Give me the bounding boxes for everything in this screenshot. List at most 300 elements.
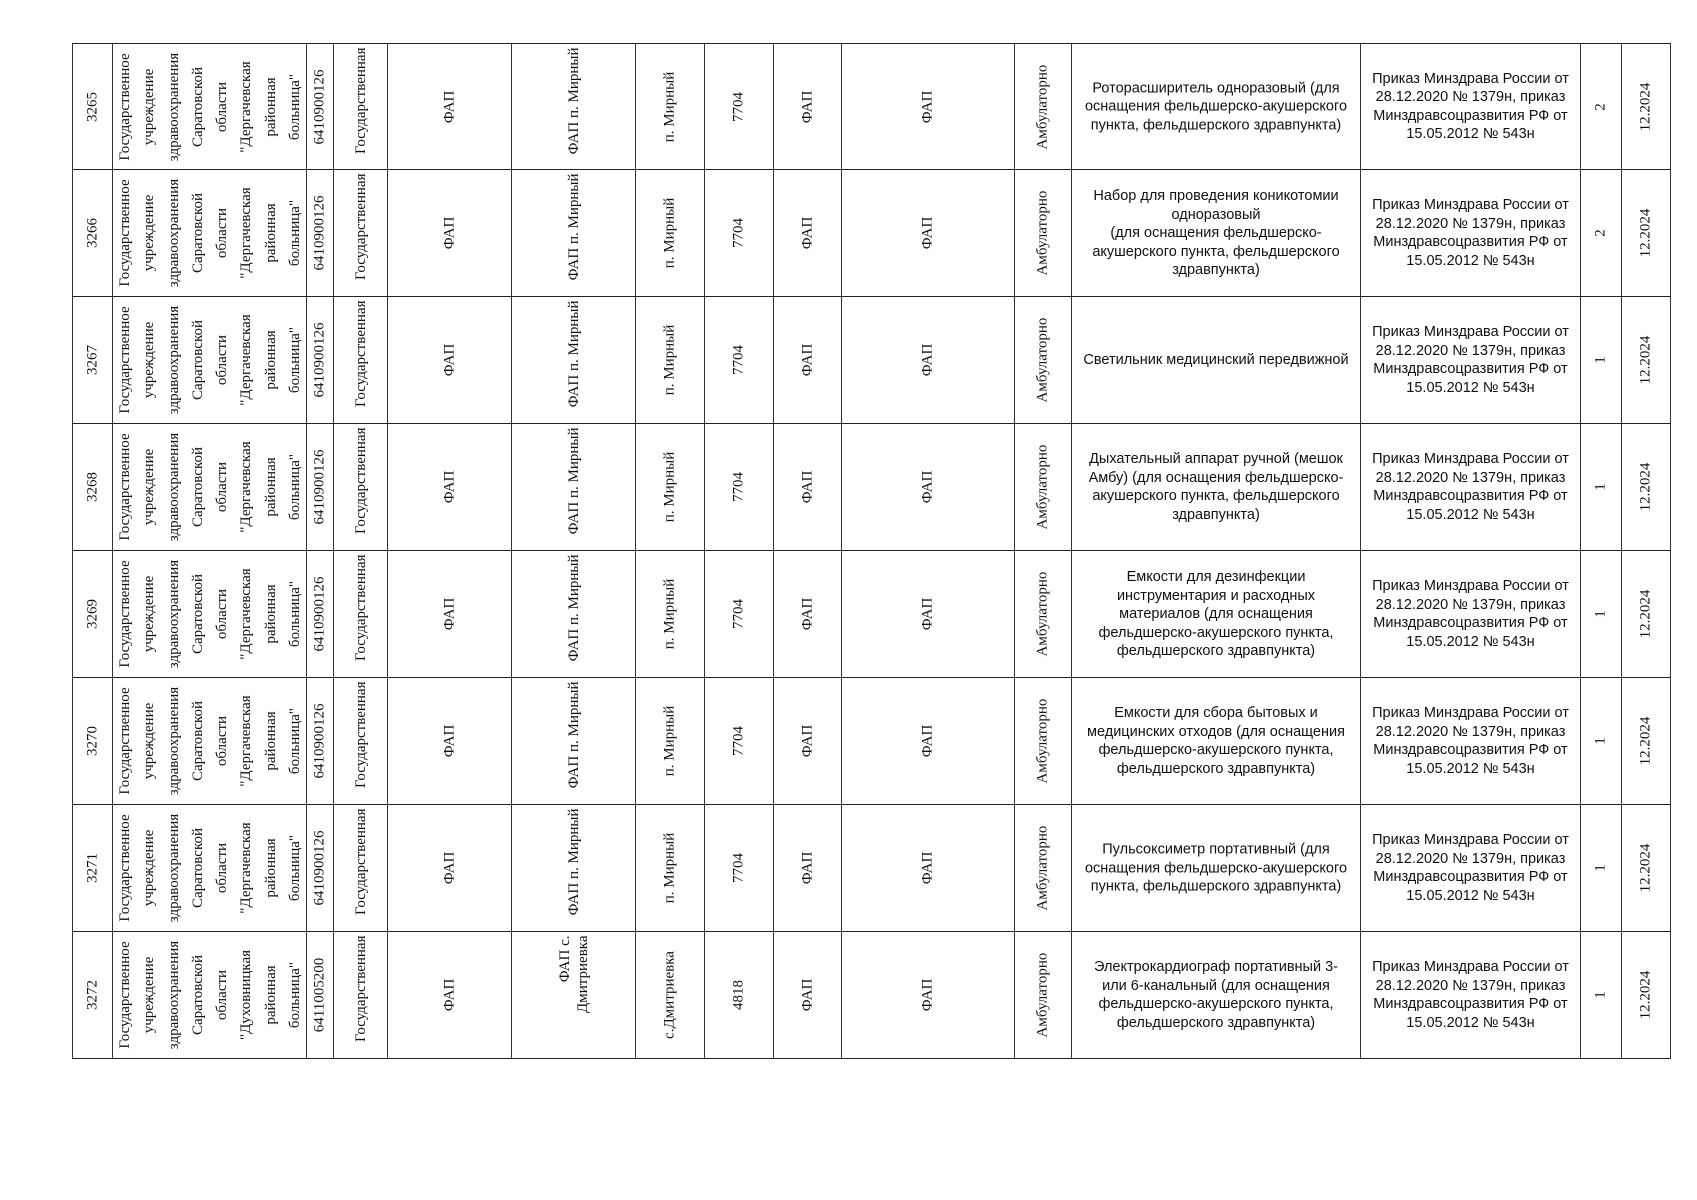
unit-type: ФАП [441, 470, 457, 504]
organization-name-line: Саратовской [189, 955, 206, 1035]
unit-name-cell [511, 424, 635, 550]
delivery-period-cell [1621, 424, 1671, 550]
quantity-cell [1580, 44, 1621, 169]
unit-name: ФАП с. Дмитриевка [556, 935, 591, 1013]
legal-basis-line: Приказ Минздрава России от [1372, 832, 1569, 848]
delivery-period: 12.2024 [1637, 970, 1654, 1020]
ownership-type-cell [333, 170, 387, 296]
legal-basis-line: Приказ Минздрава России от [1372, 197, 1569, 213]
care-form-cell [1014, 805, 1071, 931]
equipment-name-line: (для оснащения фельдшерско- [1110, 224, 1322, 241]
locality-cell [635, 44, 704, 169]
organization-name-line: области [213, 461, 230, 513]
delivery-period-cell [1621, 170, 1671, 296]
ownership-type: Государственная [352, 554, 369, 662]
care-form: Амбулаторно [1034, 825, 1051, 911]
legal-basis-line: 28.12.2020 № 1379н, приказ [1375, 469, 1566, 486]
settlement-code-cell [704, 805, 773, 931]
equipment-name-line: Набор для проведения коникотомии [1093, 187, 1339, 204]
inn-code: 6410900126 [311, 830, 328, 906]
organization-name [113, 679, 307, 804]
ownership-type-cell [333, 424, 387, 550]
settlement-code-cell [704, 932, 773, 1058]
legal-basis-line: Минздравсоцразвития РФ от [1373, 869, 1568, 885]
quantity-cell [1580, 678, 1621, 804]
legal-basis [1367, 577, 1574, 651]
ownership-type: Государственная [352, 681, 369, 789]
care-form-cell [1014, 551, 1071, 677]
organization-name-line: здравоохранения [165, 52, 181, 161]
unit-name: ФАП п. Мирный [565, 173, 582, 281]
unit-name: ФАП п. Мирный [565, 47, 582, 154]
organization-name [113, 552, 307, 677]
organization-name-line: учреждение [140, 956, 157, 1034]
legal-basis-line: 15.05.2012 № 543н [1406, 633, 1535, 650]
locality: с.Дмитриевка [661, 951, 678, 1039]
equipment-name-line: одноразовый [1171, 206, 1261, 223]
organization-name-line: Саратовской [189, 574, 206, 654]
quantity-cell [1580, 170, 1621, 296]
legal-basis [1367, 196, 1574, 270]
table-row [72, 424, 1671, 551]
profile-primary-cell [773, 551, 841, 677]
equipment-name-cell [1071, 170, 1360, 296]
document-table [72, 43, 1671, 1060]
legal-basis-cell [1360, 170, 1580, 296]
delivery-period: 12.2024 [1637, 82, 1654, 131]
care-form: Амбулаторно [1034, 952, 1051, 1038]
ownership-type: Государственная [352, 808, 369, 916]
legal-basis-line: 28.12.2020 № 1379н, приказ [1375, 89, 1566, 105]
legal-basis-cell [1360, 932, 1580, 1058]
equipment-name-line: пункта, фельдшерского здравпункта) [1090, 878, 1342, 895]
organization-name-cell [112, 170, 306, 296]
table-row [72, 297, 1671, 424]
equipment-name-line: Емкости для сбора бытовых и [1114, 705, 1318, 721]
quantity: 1 [1592, 610, 1609, 618]
legal-basis-line: 15.05.2012 № 543н [1406, 887, 1535, 904]
profile-primary-cell [773, 44, 841, 169]
table-row [72, 678, 1671, 805]
profile-primary: ФАП [799, 978, 815, 1012]
profile-secondary-cell [841, 678, 1014, 804]
inn-code-cell [306, 297, 333, 423]
legal-basis-cell [1360, 424, 1580, 550]
organization-name-line: "Дергачевская [237, 441, 254, 533]
organization-name-cell [112, 424, 306, 550]
quantity: 1 [1592, 991, 1609, 999]
equipment-name-line: Электрокардиограф портативный 3- [1094, 959, 1338, 975]
organization-name-line: Саратовской [189, 447, 206, 527]
equipment-name-line: Светильник медицинский передвижной [1083, 351, 1349, 368]
organization-name-line: "Дергачевская [237, 695, 254, 787]
unit-name-cell [511, 551, 635, 677]
care-form-cell [1014, 932, 1071, 1058]
profile-primary-cell [773, 170, 841, 296]
equipment-name-line: материалов (для оснащения [1119, 605, 1313, 622]
row-number-cell [72, 932, 112, 1058]
table-row [72, 932, 1671, 1059]
organization-name-line: Государственное [116, 52, 133, 161]
quantity-cell [1580, 805, 1621, 931]
legal-basis-line: 28.12.2020 № 1379н, приказ [1375, 850, 1566, 867]
organization-name [113, 425, 307, 550]
unit-type: ФАП [441, 978, 457, 1012]
row-number-cell [72, 424, 112, 550]
organization-name-line: районная [262, 965, 278, 1025]
equipment-name-line: фельдшерско-акушерского пункта, [1098, 742, 1334, 758]
quantity: 1 [1592, 737, 1609, 745]
row-number-cell [72, 297, 112, 423]
care-form-cell [1014, 170, 1071, 296]
equipment-name-line: фельдшерско-акушерского пункта, [1098, 624, 1334, 641]
organization-name-line: области [213, 715, 230, 767]
profile-primary: ФАП [799, 216, 815, 250]
organization-name-line: "Духовницкая [237, 949, 254, 1041]
row-number-cell [72, 805, 112, 931]
legal-basis-line: 15.05.2012 № 543н [1406, 252, 1535, 269]
legal-basis-cell [1360, 44, 1580, 169]
equipment-name-line: медицинских отходов (для оснащения [1087, 723, 1345, 740]
inn-code-cell [306, 932, 333, 1058]
row-number-cell [72, 678, 112, 804]
quantity: 1 [1592, 356, 1609, 364]
organization-name-line: здравоохранения [165, 559, 181, 669]
profile-secondary: ФАП [919, 343, 936, 377]
row-number: 3268 [84, 472, 100, 502]
organization-name-line: Государственное [116, 560, 133, 668]
locality: п. Мирный [661, 324, 678, 396]
organization-name-line: учреждение [140, 194, 157, 272]
delivery-period-cell [1621, 678, 1671, 804]
profile-primary-cell [773, 805, 841, 931]
equipment-name-cell [1071, 805, 1360, 931]
care-form: Амбулаторно [1034, 64, 1051, 149]
organization-name-line: области [213, 842, 230, 894]
inn-code-cell [306, 551, 333, 677]
inn-code: 6410900126 [311, 322, 328, 398]
organization-name-line: "Дергачевская [237, 314, 254, 406]
unit-name: ФАП п. Мирный [565, 427, 582, 535]
inn-code-cell [306, 424, 333, 550]
legal-basis-cell [1360, 805, 1580, 931]
unit-type-cell [387, 170, 511, 296]
equipment-name-line: или 6-канальный (для оснащения [1102, 977, 1330, 994]
legal-basis-line: Приказ Минздрава России от [1372, 578, 1569, 594]
organization-name-line: учреждение [140, 575, 157, 653]
ownership-type-cell [333, 932, 387, 1058]
legal-basis-line: Минздравсоцразвития РФ от [1373, 996, 1568, 1012]
equipment-name-line: фельдшерского здравпункта) [1116, 760, 1316, 777]
ownership-type-cell [333, 551, 387, 677]
profile-primary-cell [773, 932, 841, 1058]
organization-name-line: больница" [286, 707, 303, 775]
organization-name-line: здравоохранения [165, 813, 181, 923]
profile-secondary: ФАП [919, 470, 936, 504]
settlement-code: 7704 [730, 91, 747, 122]
care-form-cell [1014, 297, 1071, 423]
ownership-type: Государственная [352, 427, 369, 535]
organization-name-cell [112, 805, 306, 931]
locality: п. Мирный [661, 832, 678, 904]
profile-secondary-cell [841, 297, 1014, 423]
settlement-code: 7704 [730, 472, 747, 502]
settlement-code: 7704 [730, 599, 747, 629]
ownership-type-cell [333, 44, 387, 169]
ownership-type-cell [333, 297, 387, 423]
profile-primary: ФАП [799, 851, 815, 885]
quantity-cell [1580, 551, 1621, 677]
organization-name-cell [112, 551, 306, 677]
legal-basis-line: Минздравсоцразвития РФ от [1373, 107, 1568, 124]
profile-primary: ФАП [799, 724, 815, 758]
legal-basis [1367, 323, 1574, 397]
settlement-code-cell [704, 424, 773, 550]
delivery-period: 12.2024 [1637, 462, 1654, 512]
profile-primary-cell [773, 678, 841, 804]
profile-primary: ФАП [799, 470, 815, 504]
care-form: Амбулаторно [1034, 190, 1051, 276]
legal-basis-cell [1360, 551, 1580, 677]
unit-type-cell [387, 44, 511, 169]
care-form-cell [1014, 44, 1071, 169]
settlement-code: 7704 [730, 345, 747, 375]
equipment-name-line: фельдшерско-акушерского пункта, [1098, 996, 1334, 1012]
organization-name-line: Государственное [116, 179, 133, 287]
organization-name-line: Саратовской [189, 828, 206, 908]
ownership-type: Государственная [352, 173, 369, 281]
organization-name-line: учреждение [140, 68, 157, 145]
table-row [72, 43, 1671, 170]
equipment-name-line: Пульсоксиметр портативный (для [1102, 841, 1330, 858]
row-number-cell [72, 170, 112, 296]
organization-name-cell [112, 44, 306, 169]
organization-name-line: больница" [286, 199, 303, 267]
profile-secondary: ФАП [919, 597, 936, 631]
organization-name-line: учреждение [140, 448, 157, 526]
table-row [72, 551, 1671, 678]
unit-type-cell [387, 932, 511, 1058]
care-form-cell [1014, 424, 1071, 550]
ownership-type: Государственная [352, 300, 369, 408]
equipment-name [1078, 568, 1354, 661]
equipment-name-line: Роторасширитель одноразовый (для [1092, 79, 1340, 96]
equipment-name-cell [1071, 44, 1360, 169]
equipment-name-line: фельдшерского здравпункта) [1116, 642, 1316, 659]
profile-secondary: ФАП [919, 216, 936, 250]
organization-name-line: Саратовской [189, 320, 206, 400]
legal-basis-line: Приказ Минздрава России от [1372, 70, 1569, 87]
unit-name-cell [511, 678, 635, 804]
profile-secondary-cell [841, 932, 1014, 1058]
unit-type: ФАП [441, 724, 457, 758]
unit-name-cell [511, 805, 635, 931]
organization-name-line: Государственное [116, 433, 133, 541]
row-number: 3270 [84, 726, 100, 756]
profile-secondary: ФАП [919, 978, 936, 1012]
organization-name-line: Саратовской [189, 193, 206, 273]
inn-code: 6411005200 [311, 957, 328, 1033]
organization-name-line: учреждение [140, 321, 157, 399]
unit-type: ФАП [441, 343, 457, 377]
care-form-cell [1014, 678, 1071, 804]
profile-primary: ФАП [799, 597, 815, 631]
settlement-code-cell [704, 551, 773, 677]
legal-basis [1367, 958, 1574, 1032]
legal-basis [1367, 831, 1574, 905]
unit-name: ФАП п. Мирный [565, 681, 582, 789]
unit-type-cell [387, 678, 511, 804]
delivery-period: 12.2024 [1637, 589, 1654, 639]
locality-cell [635, 297, 704, 423]
locality-cell [635, 678, 704, 804]
organization-name-line: районная [262, 584, 278, 644]
equipment-name-line: здравпункта) [1172, 506, 1260, 523]
profile-primary-cell [773, 297, 841, 423]
equipment-name [1078, 958, 1354, 1032]
unit-type-cell [387, 805, 511, 931]
legal-basis-line: 15.05.2012 № 543н [1406, 506, 1535, 523]
inn-code-cell [306, 805, 333, 931]
delivery-period-cell [1621, 805, 1671, 931]
equipment-name [1078, 79, 1354, 135]
organization-name-line: районная [262, 457, 278, 517]
delivery-period-cell [1621, 44, 1671, 169]
settlement-code-cell [704, 297, 773, 423]
inn-code-cell [306, 44, 333, 169]
legal-basis-line: Минздравсоцразвития РФ от [1373, 615, 1568, 631]
equipment-name-line: инструментария и расходных [1116, 587, 1316, 604]
organization-name-line: здравоохранения [165, 686, 181, 796]
row-number-cell [72, 551, 112, 677]
equipment-name-line: акушерского пункта, фельдшерского [1092, 488, 1340, 504]
profile-secondary-cell [841, 424, 1014, 550]
organization-name [113, 171, 307, 296]
locality-cell [635, 805, 704, 931]
locality: п. Мирный [661, 451, 678, 523]
organization-name-line: здравоохранения [165, 432, 181, 542]
legal-basis-line: Приказ Минздрава России от [1372, 959, 1569, 975]
settlement-code-cell [704, 44, 773, 169]
delivery-period-cell [1621, 932, 1671, 1058]
equipment-name [1078, 450, 1354, 524]
row-number: 3269 [84, 599, 100, 629]
unit-type-cell [387, 297, 511, 423]
organization-name-line: области [213, 334, 230, 386]
unit-name-cell [511, 170, 635, 296]
equipment-name-cell [1071, 424, 1360, 550]
locality: п. Мирный [661, 197, 678, 269]
organization-name-line: области [213, 588, 230, 640]
organization-name-line: районная [262, 203, 278, 263]
inn-code: 6410900126 [311, 449, 328, 525]
organization-name-line: районная [262, 711, 278, 771]
organization-name-line: учреждение [140, 702, 157, 780]
legal-basis-line: 28.12.2020 № 1379н, приказ [1375, 977, 1566, 994]
row-number: 3265 [84, 91, 100, 122]
equipment-name-line: оснащения фельдшерско-акушерского [1084, 859, 1348, 876]
organization-name-line: "Дергачевская [237, 187, 254, 279]
organization-name-line: районная [262, 330, 278, 390]
unit-type: ФАП [441, 90, 457, 123]
legal-basis-line: Минздравсоцразвития РФ от [1373, 742, 1568, 758]
legal-basis-line: 28.12.2020 № 1379н, приказ [1375, 723, 1566, 740]
equipment-name-cell [1071, 551, 1360, 677]
quantity: 2 [1592, 102, 1609, 111]
table-row [72, 805, 1671, 932]
row-number: 3271 [84, 853, 100, 883]
legal-basis-line: Приказ Минздрава России от [1372, 451, 1569, 467]
locality-cell [635, 424, 704, 550]
settlement-code-cell [704, 170, 773, 296]
settlement-code: 4818 [730, 980, 747, 1010]
organization-name-line: Государственное [116, 814, 133, 922]
ownership-type: Государственная [352, 935, 369, 1043]
legal-basis-line: Минздравсоцразвития РФ от [1373, 234, 1568, 250]
profile-primary: ФАП [799, 343, 815, 377]
unit-name: ФАП п. Мирный [565, 300, 582, 408]
equipment-name-line: Амбу) (для оснащения фельдшерско- [1088, 469, 1344, 486]
organization-name-line: больница" [286, 73, 303, 140]
settlement-code: 7704 [730, 853, 747, 883]
legal-basis [1367, 704, 1574, 778]
organization-name [113, 44, 307, 169]
locality-cell [635, 551, 704, 677]
unit-name-cell [511, 932, 635, 1058]
locality-cell [635, 932, 704, 1058]
legal-basis-line: 15.05.2012 № 543н [1406, 1014, 1535, 1031]
legal-basis-line: Приказ Минздрава России от [1372, 705, 1569, 721]
legal-basis-line: 15.05.2012 № 543н [1406, 760, 1535, 777]
organization-name-line: Саратовской [189, 701, 206, 781]
organization-name-cell [112, 932, 306, 1058]
organization-name-cell [112, 678, 306, 804]
organization-name-line: Саратовской [189, 66, 206, 147]
delivery-period: 12.2024 [1637, 843, 1654, 893]
organization-name-line: области [213, 81, 230, 132]
profile-secondary-cell [841, 551, 1014, 677]
equipment-name [1078, 187, 1354, 280]
equipment-name [1078, 840, 1354, 896]
profile-secondary-cell [841, 170, 1014, 296]
equipment-name-line: пункта, фельдшерского здравпункта) [1090, 116, 1342, 133]
organization-name-line: здравоохранения [165, 940, 181, 1050]
inn-code-cell [306, 170, 333, 296]
organization-name [113, 298, 307, 423]
locality: п. Мирный [661, 578, 678, 650]
legal-basis-line: 15.05.2012 № 543н [1406, 126, 1535, 142]
organization-name-line: больница" [286, 834, 303, 902]
equipment-name-cell [1071, 297, 1360, 423]
care-form: Амбулаторно [1034, 444, 1051, 530]
equipment-name-line: Емкости для дезинфекции [1126, 568, 1306, 585]
row-number: 3272 [84, 980, 100, 1010]
organization-name-line: "Дергачевская [237, 60, 254, 153]
organization-name [113, 933, 307, 1058]
organization-name-line: здравоохранения [165, 305, 181, 415]
organization-name-line: районная [262, 838, 278, 898]
profile-secondary-cell [841, 44, 1014, 169]
unit-type: ФАП [441, 216, 457, 250]
table-row [72, 170, 1671, 297]
row-number-cell [72, 44, 112, 169]
legal-basis [1367, 70, 1574, 144]
quantity-cell [1580, 932, 1621, 1058]
legal-basis-line: Минздравсоцразвития РФ от [1373, 488, 1568, 504]
quantity: 1 [1592, 483, 1609, 491]
organization-name [113, 806, 307, 931]
inn-code-cell [306, 678, 333, 804]
